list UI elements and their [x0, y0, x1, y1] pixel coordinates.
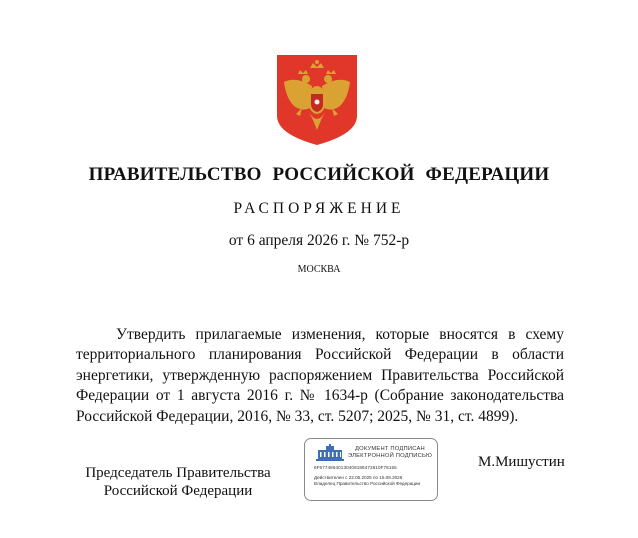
electronic-signature-stamp [304, 438, 438, 501]
document-city: МОСКВА [297, 264, 341, 275]
stamp-heading [343, 446, 437, 460]
stamp-validity: Действителен с 22.05.2025 по 15.08.2026 [314, 475, 403, 480]
signer-position-line2: Российской Федерации [103, 483, 253, 499]
signer-name: М.Мишустин [478, 454, 565, 470]
stamp-heading-line2: ЭЛЕКТРОННОЙ ПОДПИСЬЮ [347, 453, 433, 459]
stamp-heading-line1: ДОКУМЕНТ ПОДПИСАН [355, 446, 425, 452]
document-type: РАСПОРЯЖЕНИЕ [233, 200, 405, 217]
signer-position [78, 464, 278, 500]
government-building-icon [314, 444, 346, 462]
government-title: ПРАВИТЕЛЬСТВО РОССИЙСКОЙ ФЕДЕРАЦИИ [88, 164, 550, 185]
stamp-owner: Владелец Правительство Российской Федерации [314, 481, 421, 486]
russian-coat-of-arms-icon [276, 54, 358, 146]
signer-position-line1: Председатель Правительства [85, 465, 271, 481]
order-text: Утвердить прилагаемые изменения, которые вносятся в схему территориального планирования Российской Федерации в области энергетики, утвержденную распоряжением Правительства Российской Федерации от 1 августа 2016 г. № 1634-р (Собрание законодательства Российской Федерации, 2016, № 33, ст. 5207; 2025, № 31, ст. 4899). [76, 326, 564, 425]
stamp-certificate: 6F67748640130408188472810F78155 [314, 465, 397, 470]
document-date-number: от 6 апреля 2026 г. № 752-р [228, 232, 410, 249]
